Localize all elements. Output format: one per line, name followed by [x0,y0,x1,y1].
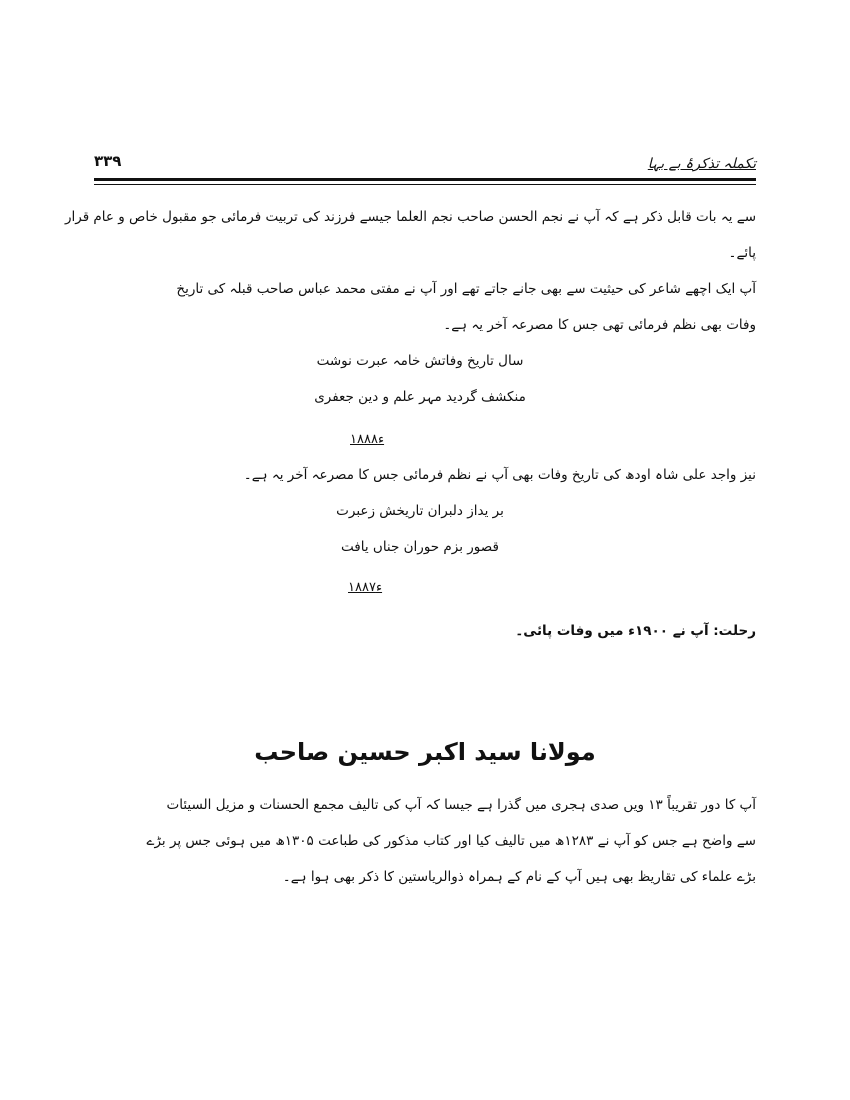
running-title: تکملہ تذکرۂ بے بہا [647,156,756,172]
header-rule-thick [94,178,756,181]
verse-line: سال تاریخ وفاتش خامہ عبرت نوشت [316,353,524,369]
paragraph-line: آپ کا دور تقریباً ۱۳ ویں صدی ہجری میں گذرا ہے جیسا کہ آپ کی تالیف مجمع الحسنات و مزیل السیئات [166,797,756,813]
chronogram-year: ۱۸۸۸ء [350,432,385,447]
paragraph-line: وفات بھی نظم فرمائی تھی جس کا مصرعہ آخر یہ ہے۔ [443,317,756,333]
verse-line: قصور بزم حوران جناں یافت [341,539,499,555]
chronogram-year: ۱۸۸۷ء [348,580,383,595]
section-heading: مولانا سید اکبر حسین صاحب [254,738,596,766]
header-rule-thin [94,184,756,185]
paragraph-line: بڑے علماء کی تقاریظ بھی ہیں آپ کے نام کے ہمراہ ذوالریاستین کا ذکر بھی ہوا ہے۔ [282,869,756,885]
paragraph-line: سے واضح ہے جس کو آپ نے ۱۲۸۳ھ میں تالیف کیا اور کتاب مذکور کی طباعت ۱۳۰۵ھ میں ہوئی جس پر بڑے [146,833,756,849]
death-note: رحلت: آپ نے ۱۹۰۰ء میں وفات پائی۔ [515,623,756,639]
paragraph-line: پائے۔ [728,245,756,261]
verse-line: منکشف گردید مہر علم و دین جعفری [314,389,526,405]
page-number: ۳۳۹ [94,152,122,170]
paragraph-line: نیز واجد علی شاہ اودھ کی تاریخ وفات بھی آپ نے نظم فرمائی جس کا مصرعہ آخر یہ ہے۔ [243,467,756,483]
verse-line: بر یداز دلبران تاریخش زعبرت [336,503,504,519]
paragraph-line: سے یہ بات قابل ذکر ہے کہ آپ نے نجم الحسن صاحب نجم العلما جیسے فرزند کی تربیت فرمائی جو مقبول خاص و عام قرار [64,209,756,225]
paragraph-line: آپ ایک اچھے شاعر کی حیثیت سے بھی جانے جاتے تھے اور آپ نے مفتی محمد عباس صاحب قبلہ کی تاریخ [176,281,756,297]
page-header [94,150,756,176]
